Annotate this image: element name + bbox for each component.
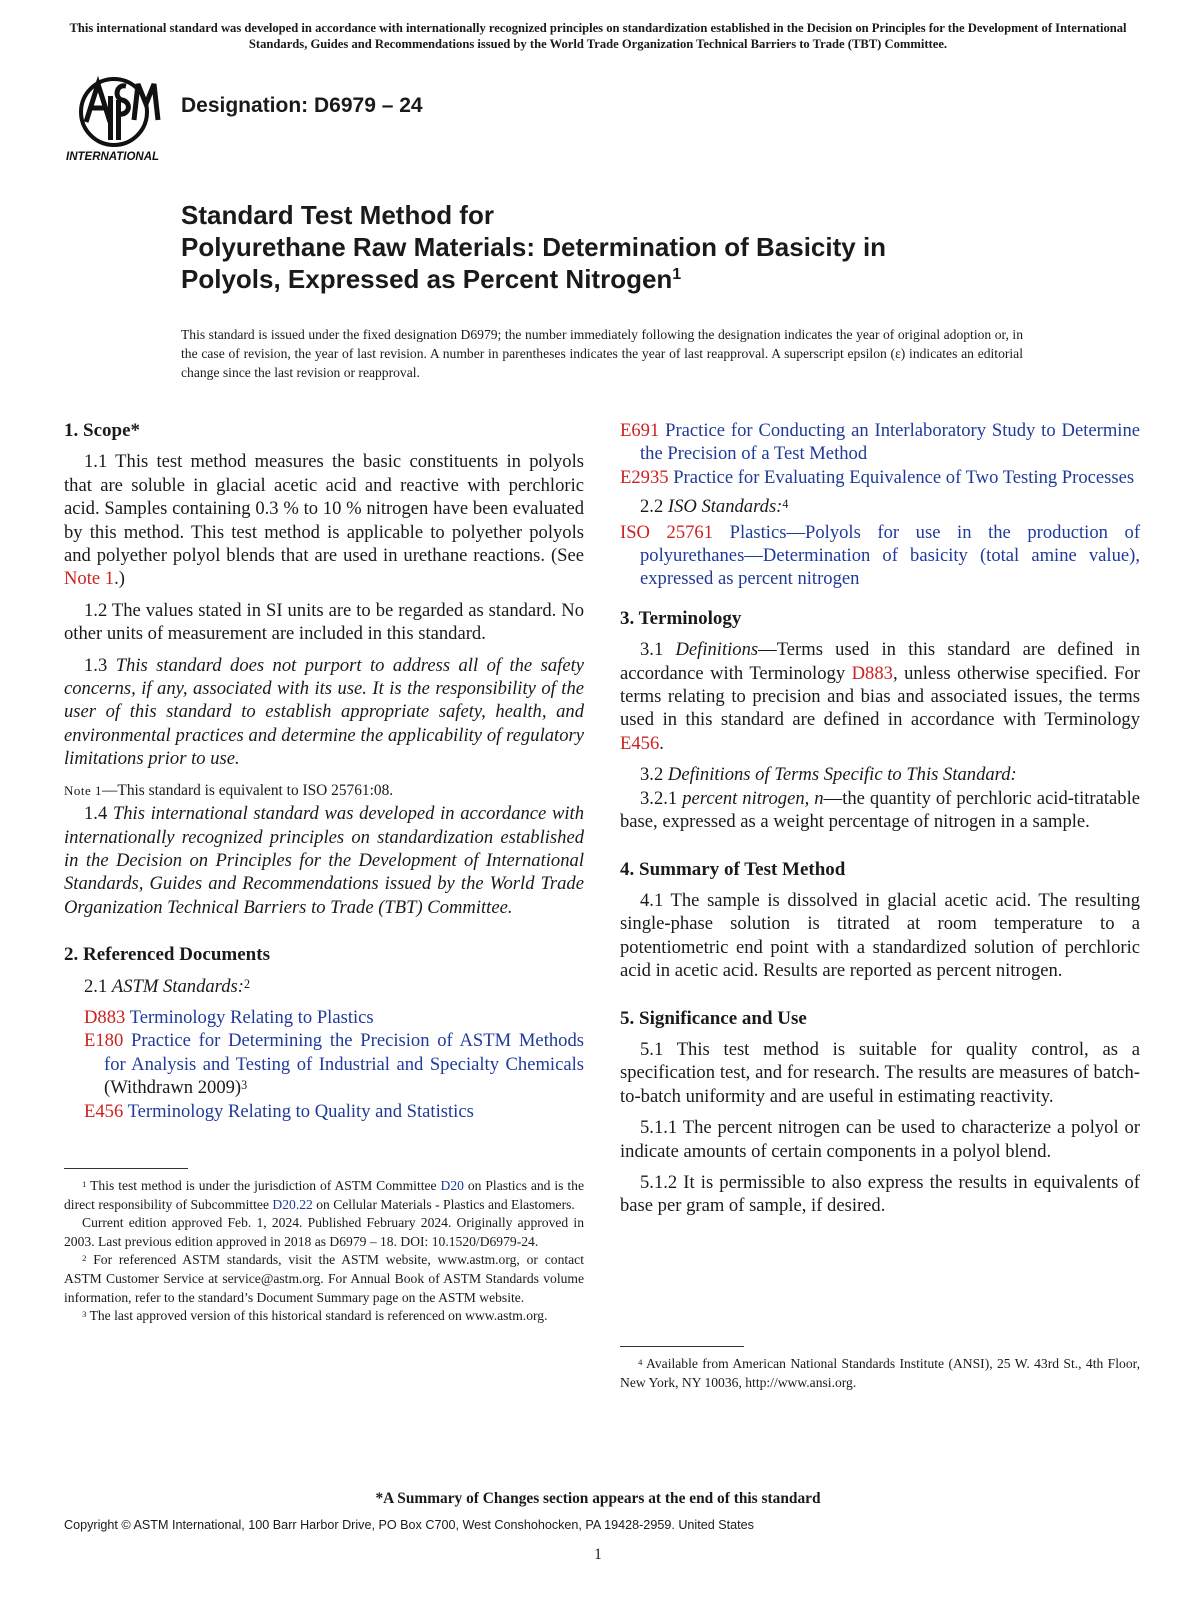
note-1-link[interactable]: Note 1 — [64, 568, 115, 590]
reference-title-link[interactable]: Practice for Determining the Precision of ASTM Methods for Analysis and Testing of Industrial and Specialty Chemicals — [104, 1030, 584, 1075]
footnotes-left — [64, 1168, 584, 1326]
footnote-4-text: Available from American National Standards Institute (ANSI), 25 W. 43rd St., 4th Floor, New York, NY 10036, http://www.ansi.org. — [620, 1356, 1140, 1390]
paragraph-3-2 — [620, 763, 1140, 786]
note-1 — [64, 779, 584, 802]
subcommittee-link[interactable]: D20.22 — [272, 1196, 313, 1212]
paragraph-1-3-number: 1.3 — [84, 654, 116, 676]
footnote-divider — [64, 1168, 188, 1169]
paragraph-3-1-label: Definitions — [675, 639, 759, 661]
paragraph-1-2: 1.2 The values stated in SI units are to be regarded as standard. No other units of measurement are included in this standard. — [64, 599, 584, 645]
defined-term: percent nitrogen, n — [682, 787, 824, 809]
paragraph-1-1-end: .) — [114, 568, 125, 590]
paragraph-3-2-1-text: —the quantity of perchloric acid-titratable base, expressed as a weight percentage of nitrogen in a sample. — [620, 787, 1141, 833]
reference-e456 — [64, 1100, 584, 1123]
reference-code-link[interactable]: E691 — [620, 420, 660, 441]
footnotes-right — [620, 1346, 1140, 1392]
paragraph-3-2-1-number: 3.2.1 — [640, 787, 683, 809]
reference-e180 — [64, 1029, 584, 1099]
paragraph-1-4-text: This international standard was developed in accordance with internationally recognized principles on standardization established in the Decision on Principles for the Development of International Standards, Guides and Recommendations issued by the World Trade Organization Technical Barriers to Trade (TBT) Committee. — [64, 803, 585, 918]
paragraph-3-1-number: 3.1 — [640, 639, 676, 661]
document-title — [181, 199, 1081, 295]
reference-e691 — [620, 419, 1140, 466]
paragraph-5-1-2: 5.1.2 It is permissible to also express the results in equivalents of base per gram of sample, if desired. — [620, 1171, 1140, 1217]
paragraph-2-1-label: ASTM Standards: — [111, 975, 244, 997]
scope-heading: 1. Scope* — [64, 420, 140, 441]
reference-title-link[interactable]: Plastics—Polyols for use in the production of polyurethanes—Determination of basicity (total amine value), expressed as percent nitrogen — [640, 521, 1141, 590]
paragraph-2-2-number: 2.2 — [640, 496, 668, 518]
reference-title-link[interactable]: Terminology Relating to Quality and Statistics — [127, 1100, 474, 1122]
footnote-3 — [64, 1307, 584, 1326]
astm-logo — [64, 70, 170, 166]
footnote-4 — [620, 1355, 1140, 1392]
note-1-text: —This standard is equivalent to ISO 25761:08. — [102, 781, 394, 799]
footnote-mark-2: 2 — [243, 976, 250, 991]
note-1-label: Note 1 — [64, 782, 103, 798]
footnote-1-text: on Plastics and is the direct responsibility of Subcommittee — [64, 1178, 584, 1212]
logo-text: INTERNATIONAL — [66, 151, 160, 163]
paragraph-3-2-1 — [620, 787, 1140, 834]
paragraph-3-1-text: —Terms used in this standard are defined in accordance with Terminology — [620, 639, 1141, 684]
reference-code-link[interactable]: E456 — [84, 1100, 124, 1122]
reference-code-link[interactable]: E2935 — [620, 466, 669, 488]
paragraph-4-1: 4.1 The sample is dissolved in glacial acetic acid. The resulting single-phase solution is titrated at room temperature to a potentiometric end point with a standardized solution of perchloric acid in acetic acid. Results are reported as percent nitrogen. — [620, 889, 1140, 982]
reference-d883 — [64, 1006, 584, 1029]
footnote-mark-4: 4 — [782, 497, 789, 512]
footnote-1-text: This test method is under the jurisdiction of ASTM Committee — [86, 1178, 441, 1193]
issued-note: This standard is issued under the fixed designation D6979; the number immediately following the designation indicates the year of original adoption or, in the case of revision, the year of last revision. A number in parentheses indicates the year of last reapproval. A superscript epsilon (ε) indicates an editorial change since the last revision or reapproval. — [181, 327, 1023, 380]
footnote-1-edition: Current edition approved Feb. 1, 2024. Published February 2024. Originally approved in 2003. Last previous edition approved in 2018 as D6979 – 18. DOI: 10.1520/D6979-24. — [64, 1215, 584, 1249]
paragraph-2-1-number: 2.1 — [84, 975, 112, 997]
paragraph-1-1-text: 1.1 This test method measures the basic constituents in polyols that are soluble in glacial acetic acid and reactive with perchloric acid. Samples containing 0.3 % to 10 % nitrogen have been evaluated by this method. This test method is applicable to polyether polyols and polyether polyol blends that are used in urethane reactions. (See — [64, 451, 584, 567]
reference-title-link[interactable]: Practice for Conducting an Interlaboratory Study to Determine the Precision of a Test Method — [640, 420, 1140, 465]
left-column — [64, 419, 584, 1123]
paragraph-5-1-1: 5.1.1 The percent nitrogen can be used to characterize a polyol or indicate amounts of certain components in a polyol blend. — [620, 1117, 1140, 1162]
footnote-mark-3: 3 — [241, 1078, 248, 1093]
reference-code-link[interactable]: E180 — [84, 1030, 124, 1052]
title-line-1: Standard Test Method for — [181, 200, 494, 230]
title-line-3: Polyols, Expressed as Percent Nitrogen — [181, 264, 673, 294]
referenced-documents-heading: 2. Referenced Documents — [64, 944, 270, 966]
title-footnote-mark: 1 — [672, 266, 682, 283]
paragraph-3-2-number: 3.2 — [640, 764, 668, 786]
title-line-2: Polyurethane Raw Materials: Determination of Basicity in — [181, 232, 887, 262]
paragraph-3-1 — [620, 638, 1140, 755]
footnote-2-text: For referenced ASTM standards, visit the ASTM website, www.astm.org, or contact ASTM Customer Service at service@astm.org. For Annual Book of ASTM Standards volume information, refer to the standard’s Document Summary page on the ASTM website. — [64, 1252, 584, 1305]
paragraph-2-1 — [64, 975, 584, 998]
paragraph-1-3 — [64, 654, 584, 771]
footnote-1-text: on Cellular Materials - Plastics and Elastomers. — [312, 1196, 575, 1212]
reference-iso-25761 — [620, 521, 1140, 591]
right-column — [620, 419, 1140, 1226]
footnote-divider — [620, 1346, 744, 1347]
paragraph-1-3-text: This standard does not purport to address all of the safety concerns, if any, associated with its use. It is the responsibility of the user of this standard to establish appropriate safety, health, and environmental practices and determine the applicability of regulatory limitations prior to use. — [64, 654, 584, 770]
reference-title-link[interactable]: Practice for Evaluating Equivalence of Two Testing Processes — [673, 466, 1135, 488]
paragraph-2-2-label: ISO Standards: — [667, 496, 783, 518]
reference-code-link[interactable]: ISO 25761 — [620, 521, 714, 543]
summary-heading: 4. Summary of Test Method — [620, 858, 846, 880]
significance-heading: 5. Significance and Use — [620, 1007, 807, 1029]
footnote-4-mark: 4 — [638, 1357, 643, 1367]
reference-code-link[interactable]: D883 — [84, 1006, 126, 1028]
copyright: Copyright © ASTM International, 100 Barr Harbor Drive, PO Box C700, West Conshohocken, PA 19428-2959. United States — [64, 1518, 754, 1532]
footnote-1 — [64, 1177, 584, 1214]
footnote-2 — [64, 1251, 584, 1307]
top-notice: This international standard was developed in accordance with internationally recognized principles on standardization established in the Decision on Principles for the Development of International Standards, Guides and Recommendations issued by the World Trade Organization Technical Barriers to Trade (TBT) Committee. — [69, 21, 1127, 51]
paragraph-1-1 — [64, 450, 584, 590]
paragraph-3-1-text: , unless otherwise specified. For terms relating to precision and bias and associated issues, the terms used in this standard are defined in accordance with Terminology — [620, 662, 1140, 731]
reference-title-link[interactable]: Terminology Relating to Plastics — [129, 1006, 374, 1028]
e456-link[interactable]: E456 — [620, 732, 660, 754]
reference-e2935 — [620, 466, 1140, 489]
paragraph-2-2 — [620, 495, 1140, 518]
committee-link[interactable]: D20 — [440, 1178, 464, 1193]
paragraph-5-1: 5.1 This test method is suitable for quality control, as a specification test, and for research. The results are measures of batch-to-batch uniformity and are useful in estimating reactivity. — [620, 1038, 1140, 1107]
paragraph-1-4-number: 1.4 — [84, 803, 113, 825]
footnote-2-mark: 2 — [82, 1253, 87, 1264]
paragraph-3-2-label: Definitions of Terms Specific to This Standard: — [667, 764, 1017, 786]
page-number: 1 — [594, 1546, 602, 1563]
footnote-1-mark: 1 — [82, 1179, 87, 1189]
d883-link[interactable]: D883 — [851, 662, 893, 684]
footnote-3-mark: 3 — [82, 1309, 87, 1320]
paragraph-3-1-text: . — [659, 732, 664, 754]
reference-withdrawn-note: (Withdrawn 2009) — [104, 1077, 242, 1099]
summary-of-changes-note: *A Summary of Changes section appears at the end of this standard — [375, 1490, 821, 1507]
paragraph-1-4 — [64, 802, 584, 919]
designation: Designation: D6979 – 24 — [181, 94, 423, 117]
footnote-3-text: The last approved version of this historical standard is referenced on www.astm.org. — [86, 1308, 548, 1324]
terminology-heading: 3. Terminology — [620, 607, 742, 629]
